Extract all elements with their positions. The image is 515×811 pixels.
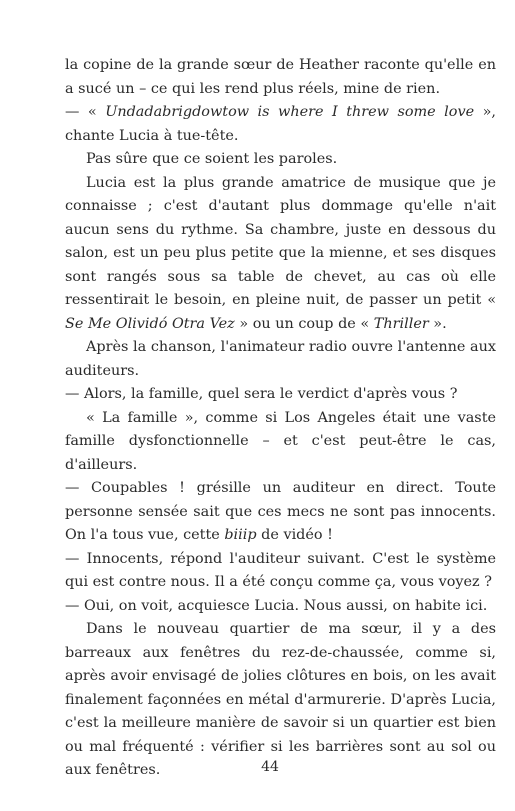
- text-run: — Alors, la famille, quel sera le verdict d'après vous ?: [65, 386, 458, 402]
- text-run: de vidéo !: [256, 527, 333, 543]
- paragraph: [65, 407, 496, 478]
- paragraph: [65, 172, 496, 337]
- paragraph: [65, 336, 496, 383]
- text-run: » ou un coup de «: [234, 315, 374, 332]
- text-run: Pas sûre que ce soient les paroles.: [86, 151, 338, 167]
- paragraph: [65, 101, 496, 148]
- paragraph: [65, 595, 496, 619]
- paragraph: [65, 548, 496, 595]
- italic-text: Undadabrigdowtow is where I threw some love: [105, 104, 475, 120]
- paragraph: [65, 148, 496, 172]
- italic-text: Thriller: [373, 315, 429, 332]
- page-number: 44: [261, 759, 279, 775]
- text-run: la copine de la grande sœur de Heather raconte qu'elle en a sucé un – ce qui les rend plus réels, mine de rien.: [65, 57, 496, 97]
- text-run: ».: [428, 315, 447, 332]
- text-run: », chante Lucia à tue-tête.: [65, 104, 496, 144]
- text-run: Dans le nouveau quartier de ma sœur, il y a des barreaux aux fenêtres du rez-de-chaussée, comme si, après avoir envisagé de jolies clôtures en bois, on les avait finalement façonnées en métal d'armurerie. D'après Lucia, c'est la meilleure manière de savoir si un quartier est bien ou mal fréquenté : vérifier si les barrières sont au sol ou aux fenêtres.: [65, 621, 496, 778]
- italic-text: Se Me Olividó Otra Vez: [65, 315, 235, 332]
- text-run: — «: [65, 104, 106, 120]
- italic-text: biiip: [224, 527, 257, 543]
- text-run: — Coupables ! grésille un auditeur en direct. Toute personne sensée sait que ces mecs ne sont pas innocents. On l'a tous vue, cette: [65, 480, 496, 543]
- paragraph: [65, 54, 496, 101]
- text-run: — Oui, on voit, acquiesce Lucia. Nous aussi, on habite ici.: [65, 597, 488, 614]
- text-run: — Innocents, répond l'auditeur suivant. C'est le système qui est contre nous. Il a été conçu comme ça, vous voyez ?: [65, 550, 496, 590]
- text-run: Après la chanson, l'animateur radio ouvre l'antenne aux auditeurs.: [65, 339, 496, 379]
- text-run: « La famille », comme si Los Angeles était une vaste famille dysfonctionnelle – et c'est peut-être le cas, d'ailleurs.: [65, 409, 496, 473]
- paragraph: [65, 477, 496, 548]
- paragraph: [65, 383, 496, 407]
- body-text: [65, 54, 496, 783]
- text-run: Lucia est la plus grande amatrice de musique que je connaisse ; c'est d'autant plus dommage qu'elle n'ait aucun sens du rythme. Sa chambre, juste en dessous du salon, est un peu plus petite que la mienne, et ses disques sont rangés sous sa table de chevet, au cas où elle ressentirait le besoin, en pleine nuit, de passer un petit «: [65, 174, 496, 308]
